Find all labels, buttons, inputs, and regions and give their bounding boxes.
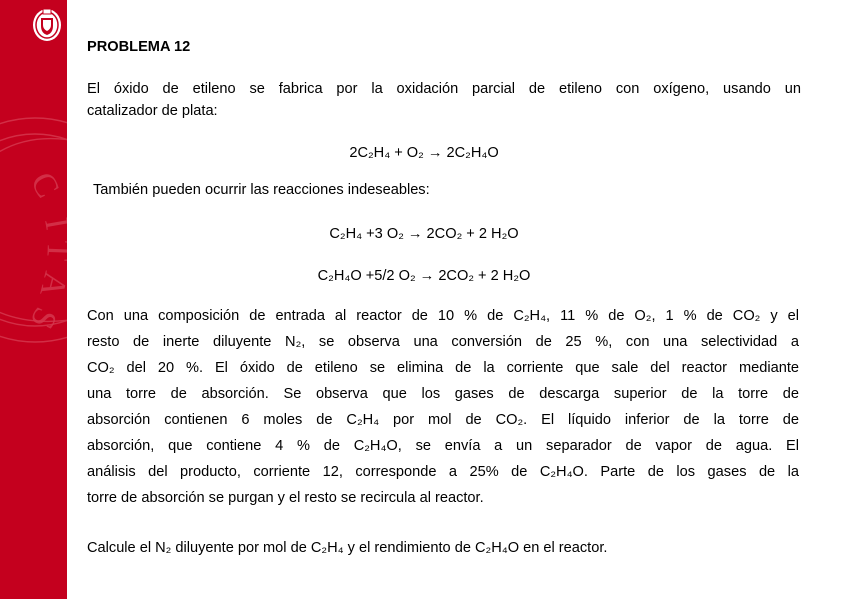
side-equation-1 [0, 224, 848, 244]
body-line: torre de absorción se purgan y el resto se recircula al reactor. [87, 490, 484, 506]
body-line: absorción contienen 6 moles de C₂H₄ por mol de CO₂. El líquido inferior de la torre de [87, 412, 799, 428]
intro-line-2: catalizador de plata: [87, 103, 218, 119]
main-equation [0, 143, 848, 163]
svg-text:I: I [37, 214, 76, 233]
question-text: Calcule el N₂ diluyente por mol de C₂H₄ y el rendimiento de C₂H₄O en el reactor. [87, 540, 608, 556]
svg-text:S: S [22, 301, 65, 335]
body-line: CO₂ del 20 %. El óxido de etileno se elimina de la corriente que sale del reactor mediante [87, 360, 799, 376]
sidebar-band [0, 0, 77, 599]
svg-text:T: T [39, 239, 77, 262]
body-line: absorción, que contiene 4 % de C₂H₄O, se envía a un separador de vapor de agua. El [87, 438, 799, 454]
body-line: resto de inerte diluyente N₂, se observa una conversión de 25 %, con una selectividad a [87, 334, 799, 350]
side-equation-1-text: C₂H₄ +3 O₂ → 2CO₂ + 2 H₂O [329, 226, 519, 242]
side-equation-2-text: C₂H₄O +5/2 O₂ → 2CO₂ + 2 H₂O [317, 268, 531, 284]
side-reactions-intro: También pueden ocurrir las reacciones indeseables: [93, 182, 430, 198]
university-seal-icon [31, 4, 63, 44]
problem-content [87, 38, 801, 122]
main-equation-text: 2C₂H₄ + O₂ → 2C₂H₄O [349, 145, 499, 161]
body-line: una torre de absorción. Se observa que los gases de descarga superior de la torre de [87, 386, 799, 402]
body-line: Con una composición de entrada al reactor de 10 % de C₂H₄, 11 % de O₂, 1 % de CO₂ y el [87, 308, 799, 324]
svg-text:A: A [32, 268, 75, 301]
intro-line-1: El óxido de etileno se fabrica por la oxidación parcial de etileno con oxígeno, usando un [87, 81, 801, 97]
body-line: análisis del producto, corriente 12, corresponde a 25% de C₂H₄O. Parte de los gases de la [87, 464, 799, 480]
page-title: PROBLEMA 12 [87, 39, 191, 55]
svg-text:C: C [22, 166, 67, 204]
side-equation-2 [0, 266, 848, 286]
